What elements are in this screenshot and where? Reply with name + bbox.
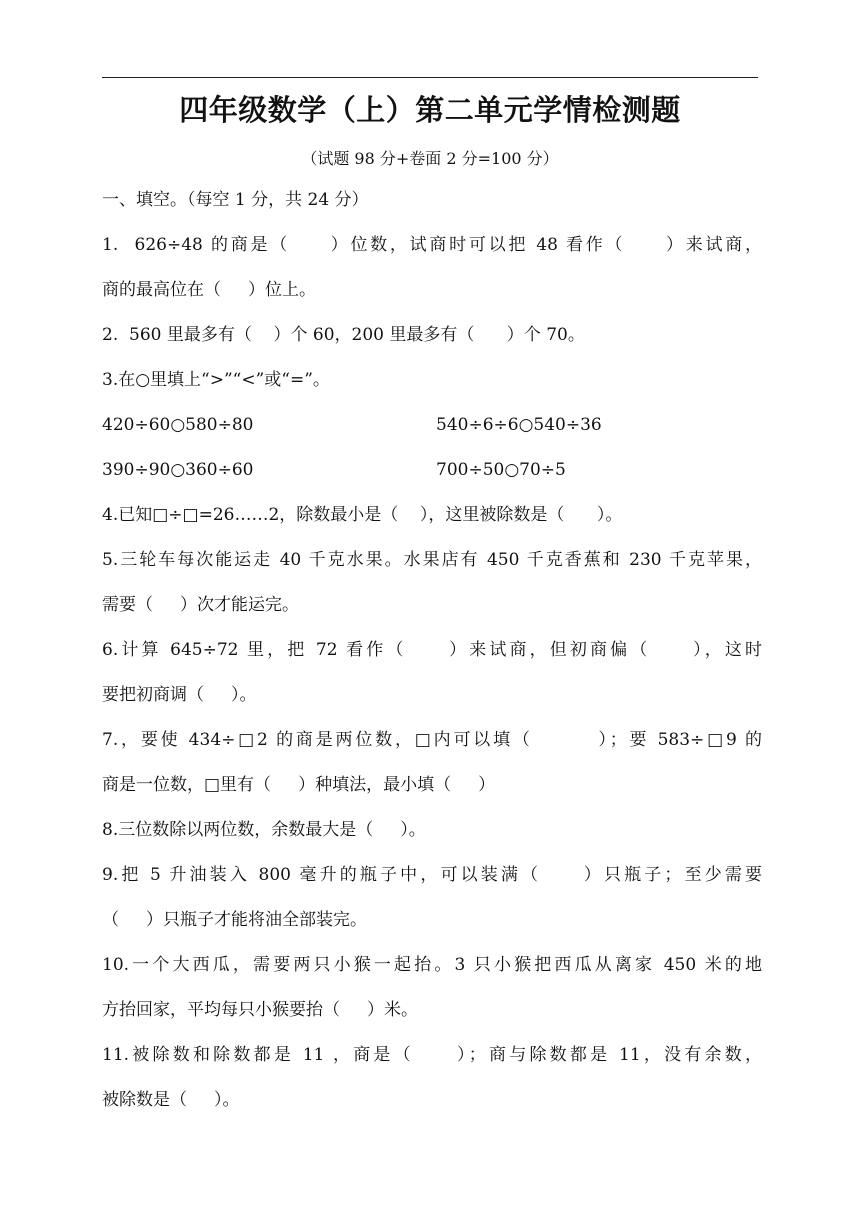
- question-9-line-2: （ ）只瓶子才能将油全部装完。: [102, 910, 368, 930]
- comparison-item: 700÷50○70÷5: [436, 460, 566, 480]
- comparison-row: [102, 411, 762, 456]
- question-7-line-1: 7.，要使 434÷□2 的商是两位数，□内可以填（ ）；要 583÷□9 的: [102, 730, 762, 750]
- comparison-item: 540÷6÷6○540÷36: [436, 415, 602, 435]
- question-5-line-1: 5.三轮车每次能运走 40 千克水果。水果店有 450 千克香蕉和 230 千克苹果，: [102, 550, 762, 570]
- exam-content: [102, 186, 762, 1131]
- question-11-line-1: 11.被除数和除数都是 11 ，商是（ ）；商与除数都是 11，没有余数，: [102, 1045, 762, 1065]
- question-11-line-2: 被除数是（ ）。: [102, 1090, 240, 1110]
- question-10-line-2: 方抬回家，平均每只小猴要抬（ ）米。: [102, 1000, 419, 1020]
- question-1-line-1: 1. 626÷48 的商是（ ）位数，试商时可以把 48 看作（ ）来试商，: [102, 235, 762, 255]
- question-9-line-1: 9.把 5 升油装入 800 毫升的瓶子中，可以装满（ ）只瓶子；至少需要: [102, 865, 762, 885]
- question-7-line-2: 商是一位数，□里有（ ）种填法，最小填（ ）: [102, 775, 496, 795]
- question-10-line-1: 10.一个大西瓜，需要两只小猴一起抬。3 只小猴把西瓜从离家 450 米的地: [102, 955, 762, 975]
- header-rule: [102, 77, 758, 78]
- page-title: 四年级数学（上）第二单元学情检测题: [179, 93, 681, 127]
- question-3: 3.在○里填上“>”“<”或“=”。: [102, 370, 330, 390]
- question-8: 8.三位数除以两位数，余数最大是（ ）。: [102, 820, 426, 840]
- question-6-line-1: 6.计算 645÷72 里，把 72 看作（ ）来试商，但初商偏（ ），这时: [102, 640, 762, 660]
- question-1-line-2: 商的最高位在（ ）位上。: [102, 280, 317, 300]
- question-5-line-2: 需要（ ）次才能运完。: [102, 595, 300, 615]
- question-6-line-2: 要把初商调（ ）。: [102, 685, 257, 705]
- comparison-row: [102, 456, 762, 501]
- comparison-item: 390÷90○360÷60: [102, 460, 254, 480]
- question-4: 4.已知□÷□=26……2，除数最小是（ ），这里被除数是（ ）。: [102, 505, 623, 525]
- question-2: 2. 560 里最多有（ ）个 60，200 里最多有（ ）个 70。: [102, 325, 585, 345]
- section-heading: 一、填空。（每空 1 分，共 24 分）: [102, 190, 369, 210]
- score-note: （试题 98 分+卷面 2 分=100 分）: [301, 149, 559, 168]
- comparison-item: 420÷60○580÷80: [102, 415, 254, 435]
